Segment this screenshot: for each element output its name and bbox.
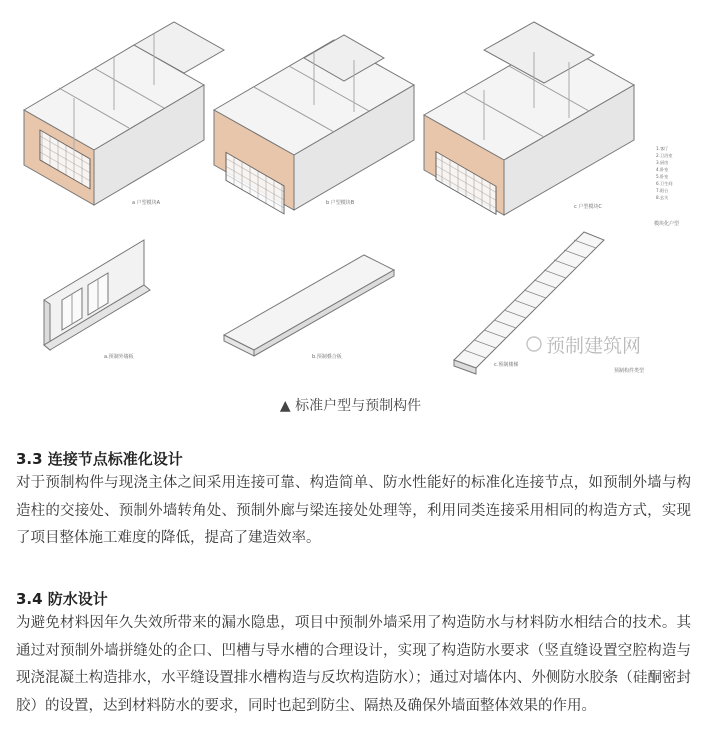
plan-b-label: b 户型模块B xyxy=(326,200,355,206)
figure-caption: ▲ 标准户型与预制构件 xyxy=(279,398,422,414)
svg-text:1.客厅: 1.客厅 xyxy=(656,146,669,151)
watermark-text: 预制建筑网 xyxy=(546,335,642,357)
svg-text:模块化户型: 模块化户型 xyxy=(654,221,680,227)
component-a-label: a.预制外墙板 xyxy=(104,354,134,360)
slab-component xyxy=(224,255,394,356)
svg-text:7.阳台: 7.阳台 xyxy=(656,188,669,193)
plan-c-label: c 户型模块C xyxy=(574,204,602,210)
svg-text:6.卫生间: 6.卫生间 xyxy=(656,181,673,186)
component-c-label: c.预制楼梯 xyxy=(494,362,519,368)
plan-legend xyxy=(654,145,679,227)
floor-plan-a xyxy=(24,22,224,205)
section-heading: 3.3 连接节点标准化设计 xyxy=(16,450,183,468)
section-body: 为避免材料因年久失效所带来的漏水隐患，项目中预制外墙采用了构造防水与材料防水相结合的技术。其通过对预制外墙拼缝处的企口、凹槽与导水槽的合理设计，实现了构造防水要求（竖直缝设置空腔构造与现浇混凝土构造排水，水平缝设置排水槽构造与反坎构造防水）；通过对墙体内、外侧防水胶条（硅酮密封胶）的设置，达到材料防水的要求，同时也起到防尘、隔热及确保外墙面整体效果的作用。 xyxy=(16,615,691,714)
figure-illustration xyxy=(14,0,701,388)
svg-text:2.卫浴室: 2.卫浴室 xyxy=(656,153,673,158)
components-title: 预制构件类型 xyxy=(614,368,645,374)
wall-panel-component xyxy=(44,240,150,350)
svg-text:4.卧室: 4.卧室 xyxy=(656,167,669,172)
svg-text:3.厨房: 3.厨房 xyxy=(656,160,669,165)
section-heading: 3.4 防水设计 xyxy=(16,590,108,608)
plan-a-label: a 户型模块A xyxy=(132,200,161,206)
component-b-label: b.预制叠合板 xyxy=(312,354,342,360)
section-connection-design xyxy=(16,448,691,553)
svg-text:5.卧室: 5.卧室 xyxy=(656,174,669,179)
svg-text:8.玄关: 8.玄关 xyxy=(656,195,669,200)
floor-plan-c xyxy=(424,22,634,215)
floor-plan-b xyxy=(214,35,414,214)
watermark xyxy=(527,335,641,357)
section-body: 对于预制构件与现浇主体之间采用连接可靠、构造简单、防水性能好的标准化连接节点，如预制外墙与构造柱的交接处、预制外墙转角处、预制外廊与梁连接处处理等，利用同类连接采用相同的构造方式，实现了项目整体施工难度的降低，提高了建造效率。 xyxy=(16,475,691,546)
section-waterproof-design xyxy=(16,588,691,720)
